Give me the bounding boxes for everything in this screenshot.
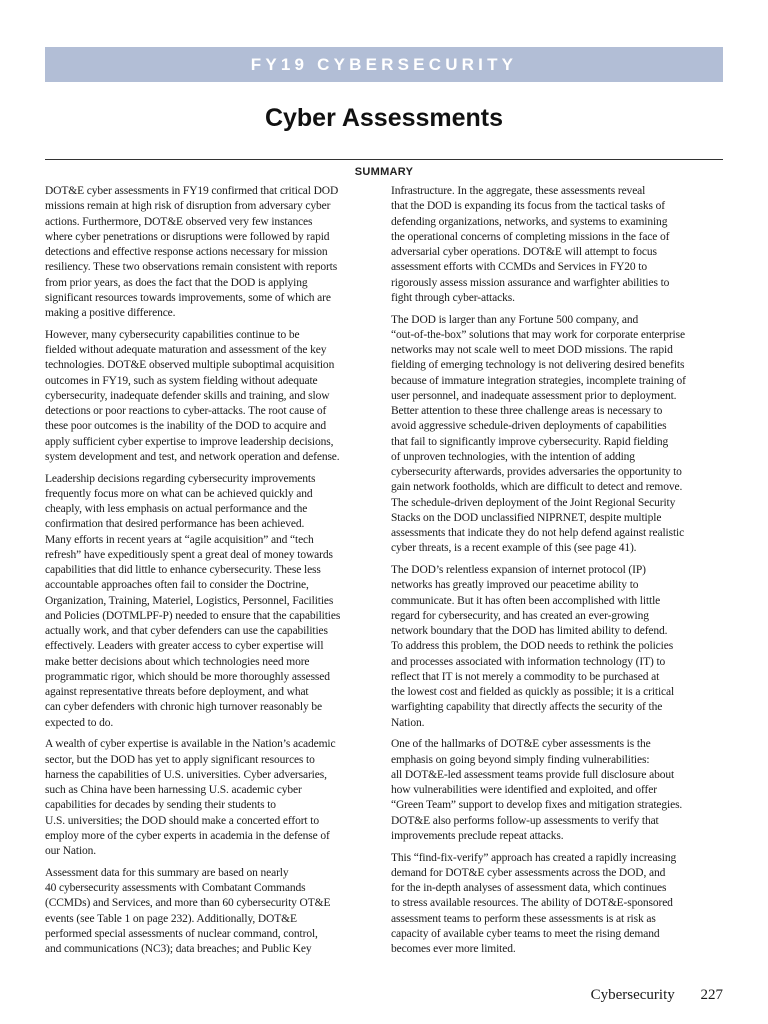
paragraph: The DOD’s relentless expansion of internet protocol (IP) networks has greatly improved our peacetime ability to communicate. But it has often been accomplished with little regard for cybersecurity, and has created an ever-growing network boundary that the DOD has limited ability to defend. To address this problem, the DOD needs to rethink the policies and processes associated with information technology (IT) to reflect that IT is not merely a commodity to be purchased at the lowest cost and fielded as quickly as possible; it is a critical warfighting capability that directly affects the security of the Nation.: [391, 564, 675, 729]
section-banner: [45, 47, 723, 82]
banner-title: FY19 CYBERSECURITY: [250, 54, 518, 74]
paragraph: Infrastructure. In the aggregate, these assessments reveal that the DOD is expanding its focus from the tactical tasks of defending organizations, networks, and systems to examining the operational concerns of completing missions in the face of adversarial cyber operations. DOT&E will attempt to focus assessment efforts with CCMDs and Services in FY20 to rigorously assess mission assurance and warfighter abilities to fight through cyber-attacks.: [391, 185, 670, 304]
paragraph: However, many cybersecurity capabilities continue to be fielded without adequate maturation and assessment of the key technologies. DOT&E observed multiple suboptimal acquisition outcomes in FY19, such as system fielding without adequate cybersecurity, inadequate defender skills and training, and slow detections or poor reactions to cyber-attacks. The root cause of these poor outcomes is the inability of the DOD to acquire and apply sufficient cyber expertise to improve leadership decisions, system development and test, and network operation and defense.: [45, 328, 340, 463]
page-number: 227: [700, 987, 723, 1003]
paragraph: DOT&E cyber assessments in FY19 confirmed that critical DOD missions remain at high risk of disruption from adversary cyber actions. Furthermore, DOT&E observed very few instances where cyber penetrations or disruptions were followed by rapid detections and effective response actions necessary for mission resiliency. These two observations remain consistent with reports from prior years, as does the fact that the DOD is applying significant resources towards improvements, some of which are making a positive difference.: [45, 185, 339, 319]
paragraph: Leadership decisions regarding cybersecurity improvements frequently focus more on what can be achieved quickly and cheaply, with less emphasis on actual performance and the confirmation that desired performance has been achieved. Many efforts in recent years at “agile acquisition” and “tech refresh” have expeditiously spent a great deal of money towards capabilities that did little to enhance cybersecurity. These less accountable approaches often fail to consider the Doctrine, Organization, Training, Materiel, Logistics, Personnel, Facilities and Policies (DOTMLPF-P) needed to ensure that the capabilities actually work, and that cyber defenders can use the capabilities effectively. Leaders with greater access to cyber expertise will make better decisions about which technologies need more programmatic rigor, which should be more thoroughly assessed against representative threats before deployment, and what can cyber defenders with chronic high turnover reasonably be expected to do.: [45, 472, 341, 729]
paragraph: The DOD is larger than any Fortune 500 company, and “out-of-the-box” solutions that may work for corporate enterprise networks may not scale well to meet DOD missions. The rapid fielding of emerging technology is not delivering desired benefits because of immature integration strategies, incomplete training of user personnel, and inadequate assessment prior to deployment. Better attention to these three challenge areas is necessary to avoid aggressive schedule-driven deployments of capabilities that fail to significantly improve cybersecurity. Rapid fielding of unproven technologies, with the intention of adding cybersecurity afterwards, provides adversaries the opportunity to gain network footholds, which are difficult to detect and remove. The schedule-driven deployment of the Joint Regional Security Stacks on the DOD unclassified NIPRNET, despite multiple assessments that indicate they do not help defend against realistic cyber threats, is a recent example of this (see page 41).: [391, 313, 686, 555]
section-heading: SUMMARY: [354, 166, 414, 178]
left-column: [45, 184, 381, 964]
footer-section-label: Cybersecurity: [590, 987, 675, 1003]
paragraph: This “find-fix-verify” approach has created a rapidly increasing demand for DOT&E cyber assessments across the DOD, and for the in-depth analyses of assessment data, which continues to stress available resources. The ability of DOT&E-sponsored assessment teams to perform these assessments is at risk as capacity of available cyber teams to meet the rising demand becomes ever more limited.: [391, 851, 677, 955]
page-footer: [591, 987, 723, 1004]
title-divider: [45, 159, 723, 160]
page-title: Cyber Assessments: [264, 104, 504, 132]
right-column: [391, 184, 727, 964]
paragraph: A wealth of cyber expertise is available in the Nation’s academic sector, but the DOD has yet to apply significant resources to harness the capabilities of U.S. universities. Cyber adversaries, such as China have been harnessing U.S. academic cyber capabilities for decades by sending their students to U.S. universities; the DOD should make a concerted effort to employ more of the cyber experts in academia in the defense of our Nation.: [45, 738, 336, 857]
paragraph: Assessment data for this summary are based on nearly 40 cybersecurity assessments with Combatant Commands (CCMDs) and Services, and more than 60 cybersecurity OT&E events (see Table 1 on page 232). Additionally, DOT&E performed special assessments of nuclear command, control, and communications (NC3); data breaches; and Public Key: [45, 866, 331, 955]
paragraph: One of the hallmarks of DOT&E cyber assessments is the emphasis on going beyond simply finding vulnerabilities: all DOT&E-led assessment teams provide full disclosure about how vulnerabilities were identified and exploited, and offer “Green Team” support to develop fixes and mitigation strategies. DOT&E also performs follow-up assessments to verify that improvements preclude repeat attacks.: [391, 738, 683, 842]
